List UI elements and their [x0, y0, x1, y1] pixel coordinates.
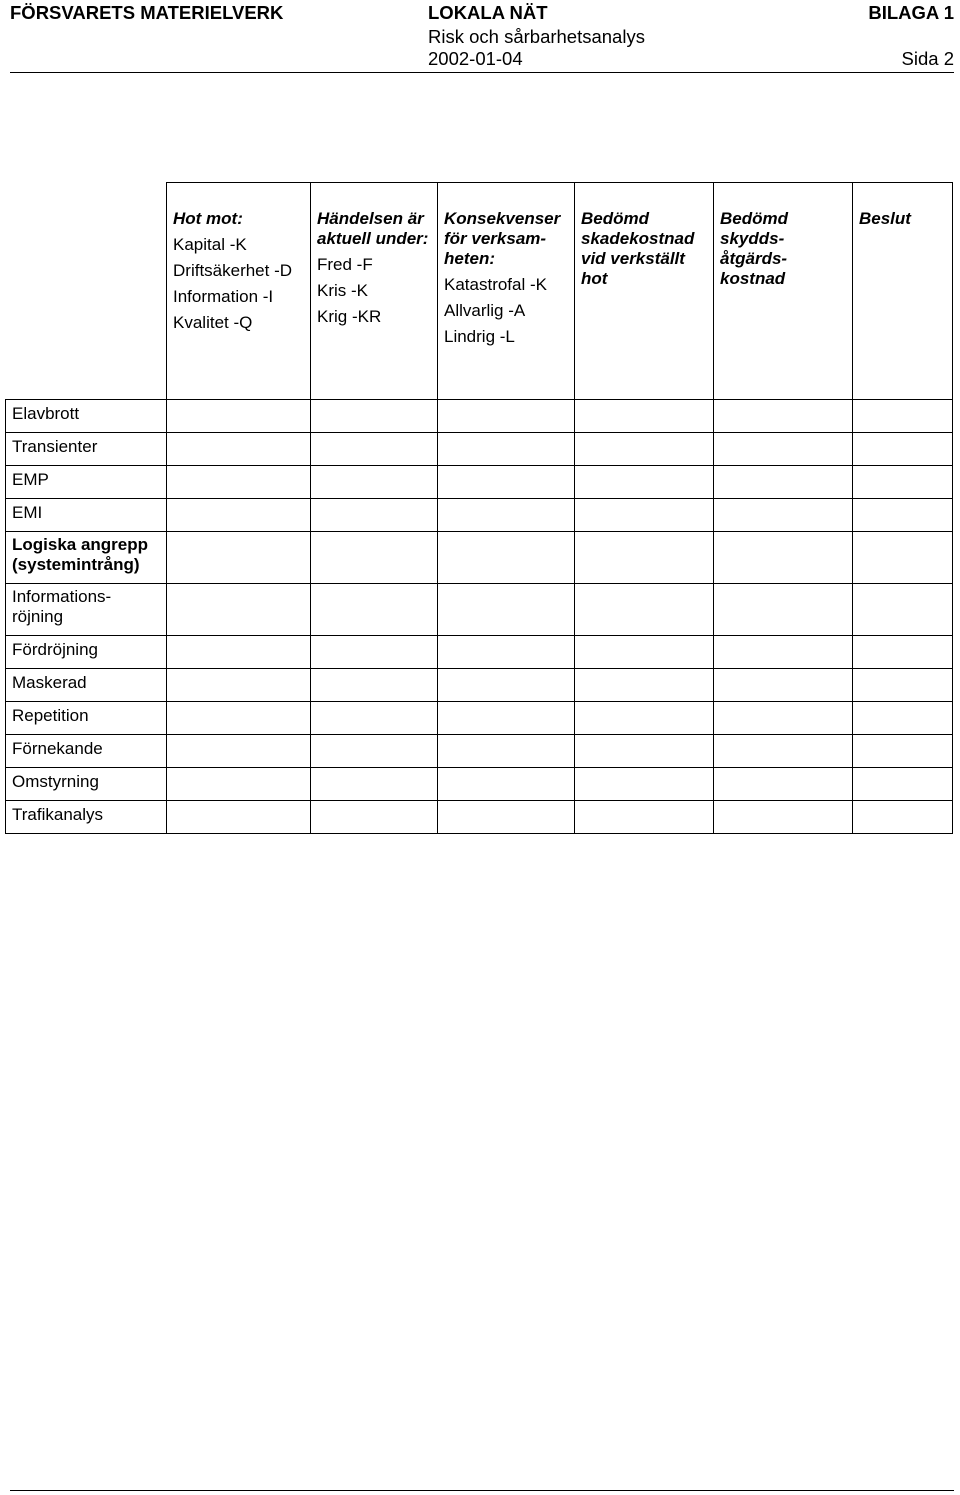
table-cell [311, 669, 438, 702]
table-cell [575, 636, 714, 669]
table-cell [575, 801, 714, 834]
table-cell [167, 768, 311, 801]
table-cell [311, 636, 438, 669]
table-cell [167, 636, 311, 669]
table-cell [575, 400, 714, 433]
risk-table [5, 182, 953, 834]
table-cell [438, 400, 575, 433]
header-cell-consequence: Konsekvenser för verksam-heten: Katastrofal -K Allvarlig -A Lindrig -L [438, 183, 575, 400]
table-cell [714, 636, 853, 669]
table-cell [714, 584, 853, 636]
table-cell [311, 702, 438, 735]
table-cell [167, 702, 311, 735]
row-label: Maskerad [6, 669, 167, 702]
row-label: Trafikanalys [6, 801, 167, 834]
row-label: Logiska angrepp (systemintrång) [6, 532, 167, 584]
organization-name: FÖRSVARETS MATERIELVERK [10, 2, 284, 23]
table-cell [853, 801, 953, 834]
table-cell [438, 669, 575, 702]
table-cell [714, 768, 853, 801]
table-row [6, 532, 953, 584]
table-cell [311, 433, 438, 466]
table-cell [167, 801, 311, 834]
row-label: EMP [6, 466, 167, 499]
footer-rule [10, 1490, 954, 1491]
row-label: Elavbrott [6, 400, 167, 433]
table-cell [853, 532, 953, 584]
row-label: Transienter [6, 433, 167, 466]
table-cell [853, 584, 953, 636]
table-cell [575, 433, 714, 466]
table-cell [167, 735, 311, 768]
table-cell [714, 400, 853, 433]
table-cell [853, 735, 953, 768]
table-cell [575, 499, 714, 532]
row-label: Förnekande [6, 735, 167, 768]
table-cell [311, 584, 438, 636]
table-cell [167, 532, 311, 584]
table-cell [438, 433, 575, 466]
table-cell [438, 735, 575, 768]
row-label: Repetition [6, 702, 167, 735]
table-row [6, 400, 953, 433]
table-cell [853, 433, 953, 466]
header-cell-decision: Beslut [853, 183, 953, 400]
table-cell [167, 499, 311, 532]
table-cell [853, 499, 953, 532]
table-row [6, 702, 953, 735]
table-cell [714, 433, 853, 466]
table-cell [438, 466, 575, 499]
table-cell [167, 466, 311, 499]
table-cell [438, 801, 575, 834]
row-label: Fördröjning [6, 636, 167, 669]
table-cell [438, 702, 575, 735]
table-cell [311, 768, 438, 801]
appendix-label: BILAGA 1 [868, 2, 954, 23]
table-cell [438, 499, 575, 532]
table-row [6, 768, 953, 801]
header-cell-threat: Hot mot: Kapital -K Driftsäkerhet -D Information -I Kvalitet -Q [167, 183, 311, 400]
table-row [6, 584, 953, 636]
table-cell [714, 735, 853, 768]
table-cell [311, 499, 438, 532]
table-row [6, 669, 953, 702]
table-cell [714, 702, 853, 735]
table-cell [438, 768, 575, 801]
page-number: Sida 2 [901, 48, 954, 69]
table-cell [438, 636, 575, 669]
document-title: LOKALA NÄT [428, 2, 548, 23]
header-cell-event: Händelsen är aktuell under: Fred -F Kris -K Krig -KR [311, 183, 438, 400]
table-cell [438, 584, 575, 636]
table-cell [575, 532, 714, 584]
table-cell [311, 532, 438, 584]
table-row [6, 801, 953, 834]
table-cell [575, 702, 714, 735]
document-subtitle: Risk och sårbarhetsanalys [428, 26, 645, 47]
table-cell [714, 669, 853, 702]
table-cell [167, 584, 311, 636]
table-cell [853, 400, 953, 433]
table-cell [575, 768, 714, 801]
table-cell [853, 636, 953, 669]
table-cell [167, 433, 311, 466]
table-row [6, 499, 953, 532]
table-cell [853, 669, 953, 702]
table-cell [311, 466, 438, 499]
row-label: Informations-röjning [6, 584, 167, 636]
table-cell [311, 801, 438, 834]
header-corner-cell [6, 183, 167, 400]
row-label: Omstyrning [6, 768, 167, 801]
table-cell [311, 735, 438, 768]
table-cell [714, 801, 853, 834]
table-cell [853, 466, 953, 499]
table-cell [853, 768, 953, 801]
table-cell [167, 669, 311, 702]
table-cell [714, 466, 853, 499]
table-cell [575, 466, 714, 499]
table-cell [575, 669, 714, 702]
page-header [10, 0, 954, 73]
table-cell [853, 702, 953, 735]
table-row [6, 636, 953, 669]
table-cell [167, 400, 311, 433]
document-date: 2002-01-04 [428, 48, 523, 69]
row-label: EMI [6, 499, 167, 532]
table-cell [438, 532, 575, 584]
table-row [6, 735, 953, 768]
header-cell-damage-cost: Bedömd skadekostnad vid verkställt hot [575, 183, 714, 400]
table-cell [311, 400, 438, 433]
table-row [6, 466, 953, 499]
table-header-row [6, 183, 953, 400]
table-cell [714, 499, 853, 532]
header-cell-protection-cost: Bedömd skydds-åtgärds-kostnad [714, 183, 853, 400]
table-cell [575, 735, 714, 768]
table-cell [714, 532, 853, 584]
table-cell [575, 584, 714, 636]
table-row [6, 433, 953, 466]
